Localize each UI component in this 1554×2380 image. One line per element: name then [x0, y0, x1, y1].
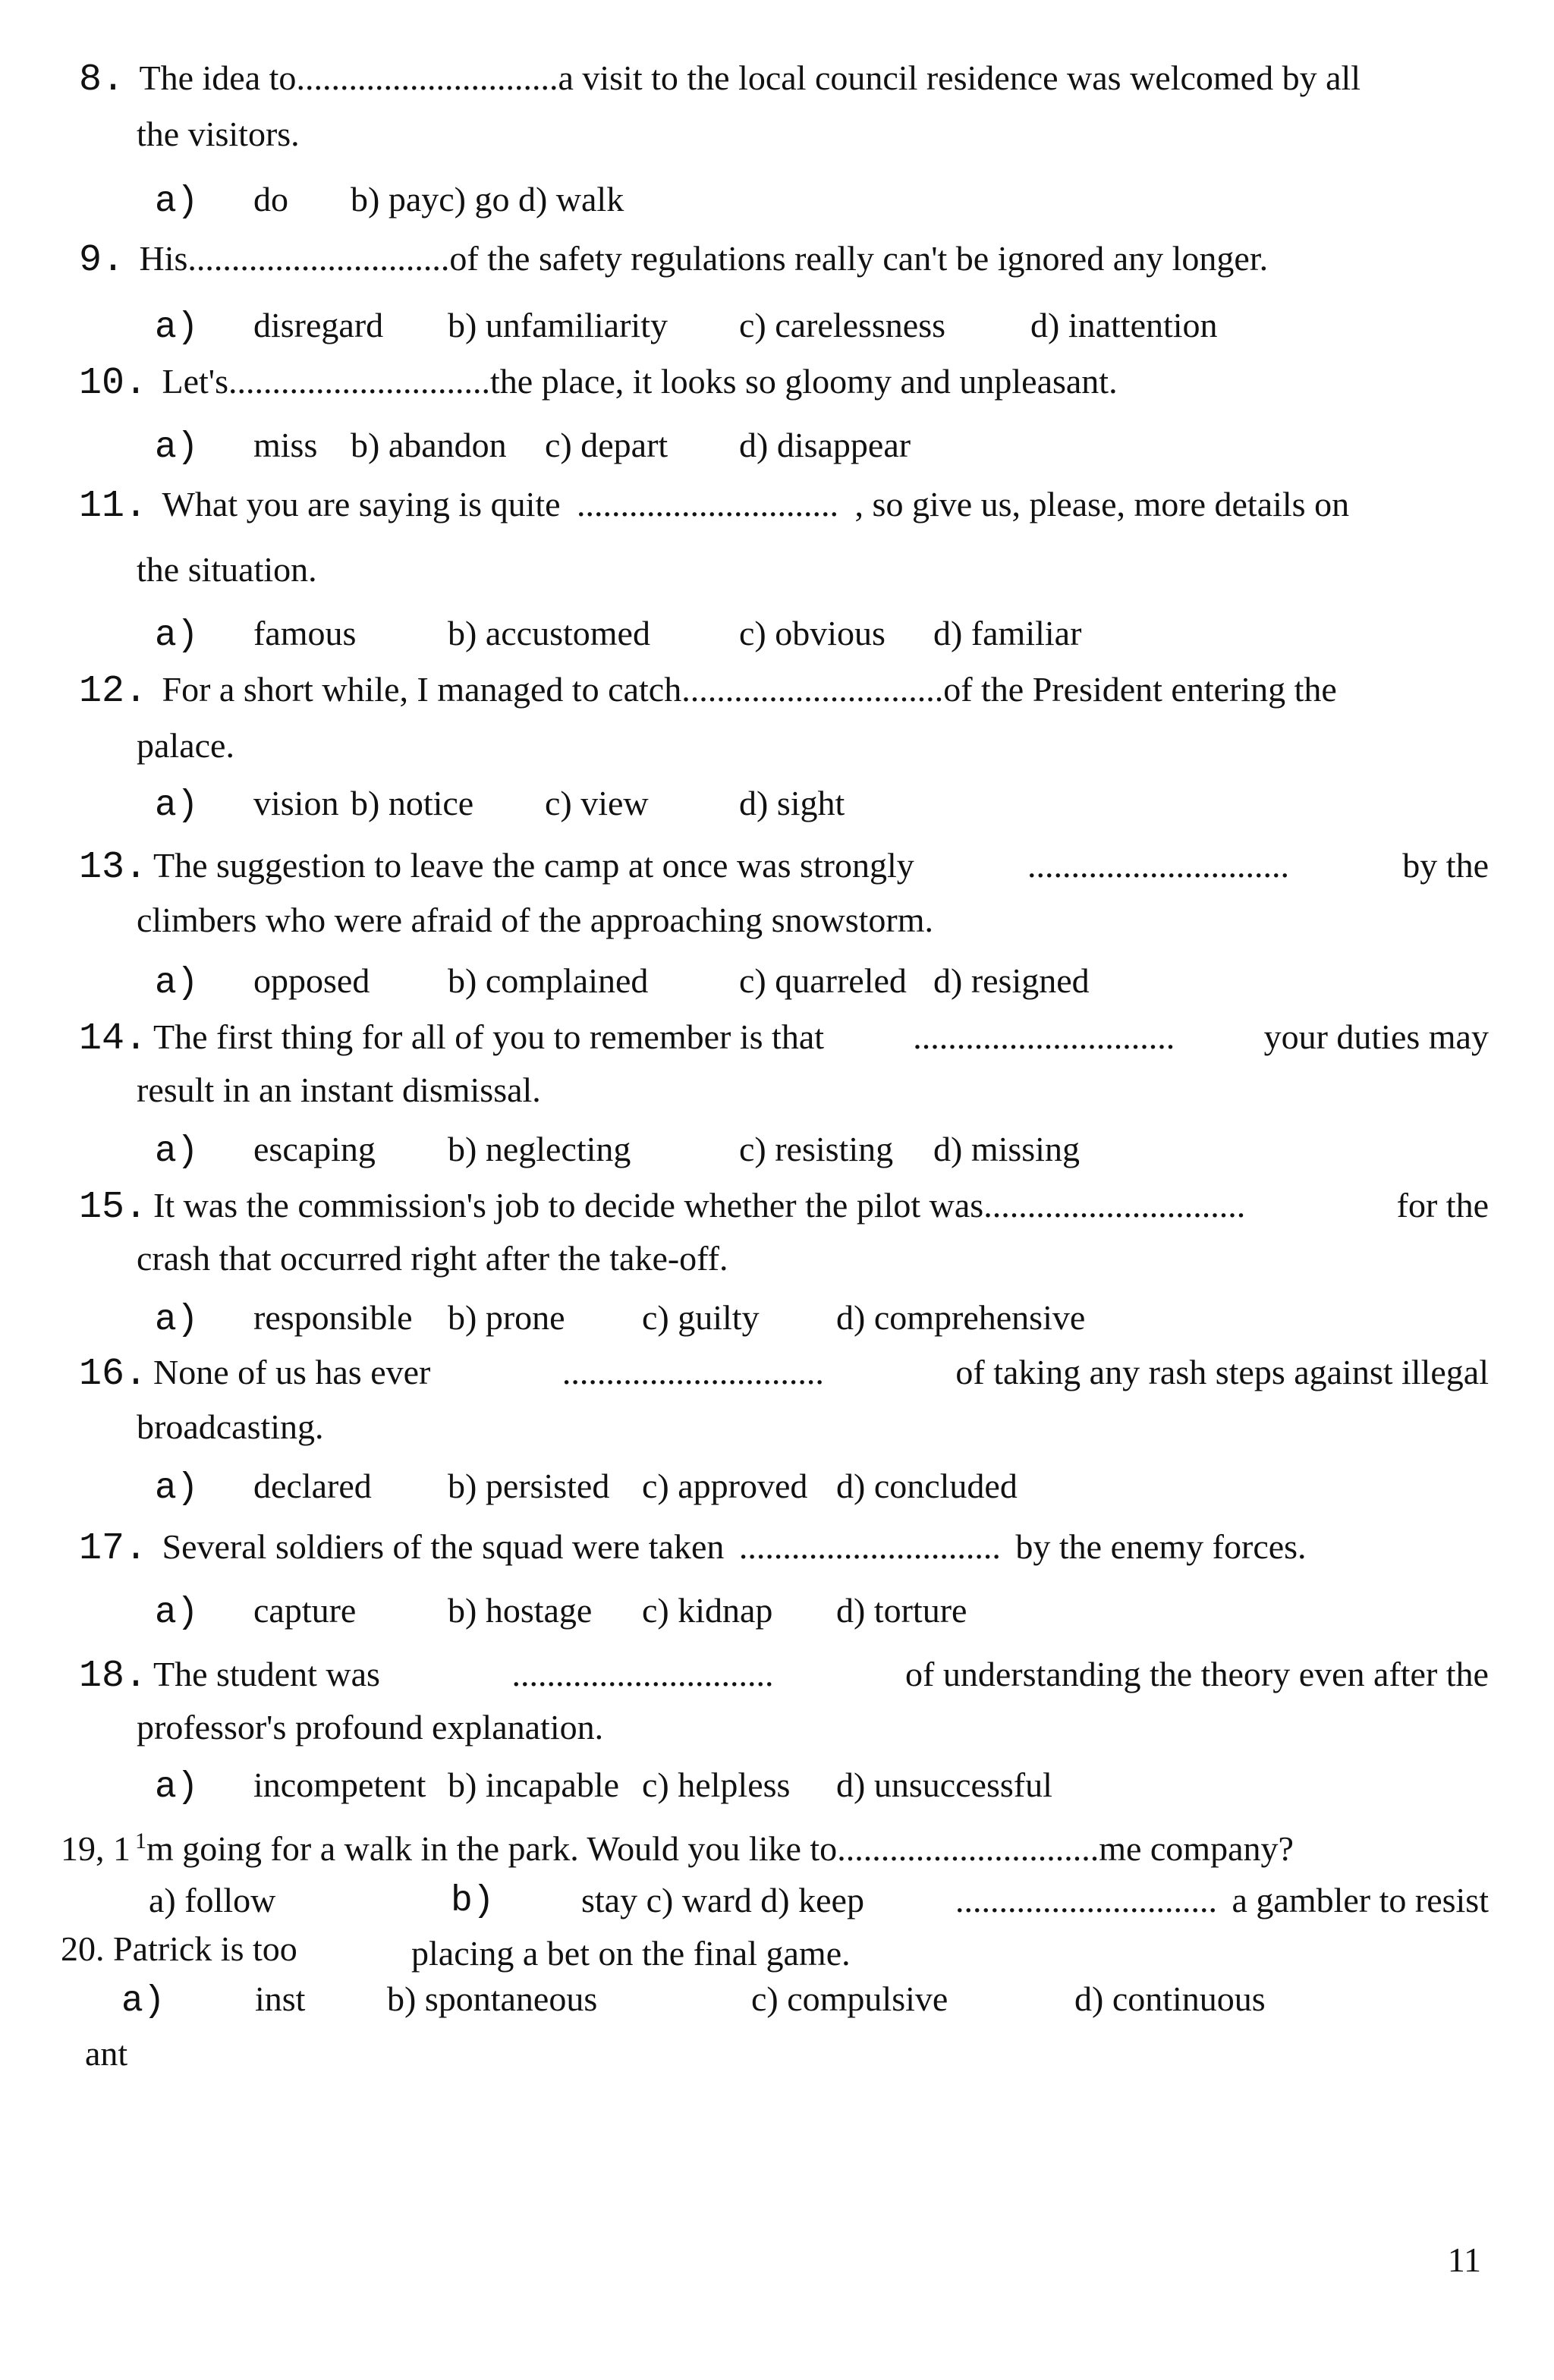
question-stem: a visit to the local council residence was welcomed by all: [558, 58, 1361, 97]
option-a-label: a): [155, 1592, 199, 1633]
option-a-label: a): [155, 181, 199, 222]
option-a[interactable]: inst: [255, 1979, 306, 2018]
question-continuation: climbers who were afraid of the approaching snowstorm.: [137, 901, 934, 939]
option-a[interactable]: miss: [253, 426, 318, 464]
question-continuation: the visitors.: [137, 115, 300, 153]
question-18: [79, 1657, 1489, 1696]
answer-blank[interactable]: ..............................: [1027, 846, 1290, 885]
option-d[interactable]: d) missing: [933, 1130, 1080, 1168]
answer-blank[interactable]: ..............................: [983, 1186, 1246, 1225]
question-number: 12.: [79, 670, 148, 713]
question-stem: of understanding the theory even after the: [905, 1655, 1489, 1693]
option-a-label: a): [155, 963, 199, 1004]
option-a[interactable]: opposed: [253, 961, 370, 1000]
question-15: [79, 1188, 1489, 1227]
question-stem: What you are saying is quite: [162, 485, 561, 523]
option-a[interactable]: escaping: [253, 1130, 376, 1168]
options-18: [155, 1765, 1052, 1808]
option-d[interactable]: d) inattention: [1030, 306, 1218, 344]
question-number: 18.: [79, 1655, 148, 1698]
page-number: 11: [1447, 2240, 1481, 2279]
question-12: [79, 672, 1337, 711]
question-8: [79, 58, 1361, 102]
option-a[interactable]: responsible: [253, 1298, 413, 1337]
option-c[interactable]: c) approved: [642, 1467, 808, 1505]
option-a-label: a): [155, 307, 199, 348]
option-d[interactable]: d) torture: [836, 1591, 967, 1630]
option-d[interactable]: d) familiar: [933, 614, 1082, 652]
question-stem: , so give us, please, more details on: [854, 485, 1350, 523]
question-stem: The suggestion to leave the camp at once was strongly: [153, 846, 914, 885]
option-c[interactable]: c) helpless: [642, 1765, 791, 1804]
option-a[interactable]: famous: [253, 614, 357, 652]
option-a[interactable]: declared: [253, 1467, 372, 1505]
option-a[interactable]: vision: [253, 784, 339, 822]
question-17: [79, 1527, 1307, 1570]
question-11: [79, 487, 1349, 526]
option-a-label: a): [155, 615, 199, 656]
answer-blank[interactable]: ..............................: [511, 1655, 774, 1693]
option-d[interactable]: d) concluded: [836, 1467, 1018, 1505]
option-a[interactable]: do: [253, 180, 288, 219]
options-20: [121, 1979, 1266, 2022]
question-stem: a gambler to resist: [1232, 1881, 1489, 1919]
question-number: 8.: [79, 58, 125, 102]
answer-blank[interactable]: ..............................: [228, 362, 491, 401]
options-12: [155, 784, 845, 826]
options-17: [155, 1591, 967, 1633]
option-a-label: a): [155, 1131, 199, 1172]
question-stem: His: [139, 239, 188, 278]
option-a-label: a): [155, 427, 199, 468]
options-15: [155, 1298, 1086, 1341]
option-c[interactable]: c) carelessness: [739, 306, 946, 344]
question-stem: It was the commission's job to decide whether the pilot was: [153, 1186, 984, 1225]
option-a[interactable]: disregard: [253, 306, 384, 344]
option-c[interactable]: c) view: [545, 784, 649, 822]
answer-blank[interactable]: ..............................: [913, 1017, 1175, 1056]
option-c[interactable]: c) quarreled: [739, 961, 907, 1000]
options-10: [155, 426, 911, 468]
question-number: 19, 1: [61, 1829, 131, 1868]
question-continuation: the situation.: [137, 550, 317, 589]
question-13: [79, 848, 1489, 887]
option-b[interactable]: b) hostage: [448, 1591, 593, 1630]
question-continuation: professor's profound explanation.: [137, 1708, 604, 1746]
question-stem: by the enemy forces.: [1015, 1527, 1307, 1566]
superscript-mark: 1: [135, 1828, 146, 1853]
option-a-label: a): [155, 1468, 199, 1509]
option-b[interactable]: b) incapable: [448, 1765, 620, 1804]
option-d[interactable]: d) disappear: [739, 426, 911, 464]
question-stem: The first thing for all of you to remember is that: [153, 1017, 825, 1056]
options-8: [155, 180, 624, 222]
answer-blank[interactable]: ..............................: [562, 1353, 824, 1391]
option-b[interactable]: b) unfamiliarity: [448, 306, 668, 344]
question-stem: me company?: [1099, 1829, 1294, 1868]
question-stem: by the: [1402, 846, 1489, 885]
question-stem: your duties may: [1263, 1017, 1489, 1056]
option-a-label: a): [155, 785, 199, 826]
option-d[interactable]: d) comprehensive: [836, 1298, 1086, 1337]
option-c[interactable]: c) kidnap: [642, 1591, 773, 1630]
option-a[interactable]: a) follow: [149, 1881, 276, 1919]
option-d[interactable]: d) sight: [739, 784, 845, 822]
question-number: 15.: [79, 1186, 148, 1229]
option-a-label: a): [155, 1300, 199, 1341]
option-a-continuation: ant: [85, 2034, 128, 2073]
answer-blank[interactable]: ..............................: [681, 670, 944, 709]
option-c[interactable]: c) guilty: [642, 1298, 760, 1337]
question-stem: Several soldiers of the squad were taken: [162, 1527, 725, 1566]
option-c[interactable]: c) depart: [545, 426, 668, 464]
answer-blank[interactable]: ..............................: [296, 58, 558, 97]
question-number: 16.: [79, 1353, 148, 1396]
option-b[interactable]: b) notice: [351, 784, 474, 822]
option-b[interactable]: b) persisted: [448, 1467, 610, 1505]
option-c[interactable]: c) compulsive: [751, 1979, 948, 2018]
options-9: [155, 306, 1218, 348]
question-stem: for the: [1396, 1186, 1489, 1225]
option-d[interactable]: d) unsuccessful: [836, 1765, 1052, 1804]
question-number: 17.: [79, 1527, 148, 1570]
question-9: [79, 241, 1268, 280]
option-b[interactable]: b) spontaneous: [387, 1979, 598, 2018]
question-stem: the place, it looks so gloomy and unpleasant.: [490, 362, 1118, 401]
question-continuation: placing a bet on the final game.: [411, 1934, 851, 1973]
question-14: [79, 1017, 1489, 1061]
answer-blank[interactable]: ..............................: [955, 1881, 1217, 1919]
option-b[interactable]: b) prone: [448, 1298, 565, 1337]
option-rest[interactable]: stay c) ward d) keep: [581, 1881, 864, 1919]
option-b[interactable]: b) neglecting: [448, 1130, 631, 1168]
option-a-label: a): [155, 1767, 199, 1808]
question-stem: None of us has ever: [153, 1353, 431, 1391]
options-19: [149, 1881, 864, 1922]
question-continuation: palace.: [137, 726, 234, 765]
question-continuation: broadcasting.: [137, 1407, 324, 1446]
options-16: [155, 1467, 1018, 1509]
options-14: [155, 1130, 1080, 1172]
question-stem: of the President entering the: [943, 670, 1337, 709]
option-b[interactable]: b) accustomed: [448, 614, 650, 652]
question-stem: The idea to: [139, 58, 297, 97]
question-16: [79, 1355, 1489, 1394]
question-stem: m going for a walk in the park. Would you like to: [146, 1829, 838, 1868]
question-20: 20. Patrick is too: [61, 1929, 297, 1968]
question-10: [79, 364, 1118, 403]
question-stem: The student was: [153, 1655, 380, 1693]
option-c[interactable]: c) obvious: [739, 614, 886, 652]
option-a-label: a): [121, 1981, 165, 2022]
option-c[interactable]: c) resisting: [739, 1130, 894, 1168]
answer-blank[interactable]: ..............................: [187, 239, 450, 278]
question-continuation: crash that occurred right after the take-off.: [137, 1239, 728, 1278]
question-number: 14.: [79, 1017, 148, 1061]
question-19: [61, 1828, 1294, 1868]
question-number: 10.: [79, 362, 148, 405]
option-rest[interactable]: b) payc) go d) walk: [351, 180, 624, 219]
option-b-label: b): [451, 1881, 495, 1922]
option-d[interactable]: d) continuous: [1074, 1979, 1266, 2018]
answer-blank[interactable]: ..............................: [837, 1829, 1099, 1868]
options-11: [155, 614, 1082, 656]
question-continuation: result in an instant dismissal.: [137, 1071, 541, 1109]
option-b[interactable]: b) complained: [448, 961, 649, 1000]
question-number: 11.: [79, 485, 148, 528]
question-stem: For a short while, I managed to catch: [162, 670, 682, 709]
option-d[interactable]: d) resigned: [933, 961, 1090, 1000]
question-number: 13.: [79, 846, 148, 889]
answer-blank[interactable]: ..............................: [738, 1527, 1001, 1566]
option-a[interactable]: capture: [253, 1591, 357, 1630]
option-b[interactable]: b) abandon: [351, 426, 507, 464]
question-stem: Let's: [162, 362, 229, 401]
option-a[interactable]: incompetent: [253, 1765, 426, 1804]
options-13: [155, 961, 1090, 1004]
question-stem: of taking any rash steps against illegal: [955, 1353, 1489, 1391]
question-stem: of the safety regulations really can't be ignored any longer.: [449, 239, 1269, 278]
question-number: 9.: [79, 239, 125, 282]
question-20-fragment: [955, 1883, 1489, 1918]
answer-blank[interactable]: ..............................: [577, 485, 839, 523]
